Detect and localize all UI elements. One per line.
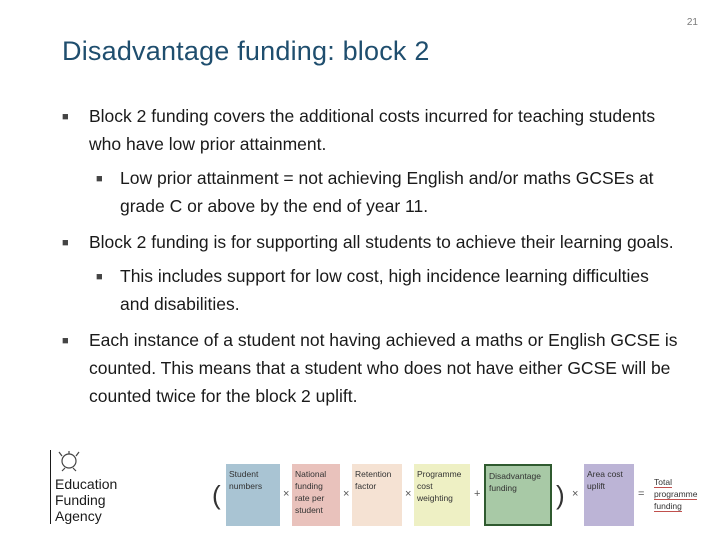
multiply-operator: ×: [343, 488, 350, 500]
formula-result-total-programme-funding: [654, 476, 706, 512]
funding-formula: [210, 462, 710, 534]
sub-bullet-item: [62, 262, 682, 318]
open-paren: (: [212, 480, 221, 510]
multiply-operator: ×: [283, 488, 290, 500]
equals-operator: =: [638, 488, 645, 500]
bullet-marker-icon: ■: [96, 271, 103, 283]
logo-line: Education: [55, 476, 118, 492]
formula-box-disadvantage-funding: Disadvantage funding: [484, 464, 552, 526]
page-number: 21: [686, 17, 698, 28]
bullet-list: [62, 102, 682, 416]
bullet-marker-icon: ■: [62, 335, 69, 347]
bullet-text: This includes support for low cost, high incidence learning difficulties and disabilities.: [120, 266, 649, 314]
bullet-item: [62, 228, 682, 256]
bullet-item: [62, 102, 682, 158]
bullet-marker-icon: ■: [62, 237, 69, 249]
logo-line: Funding: [55, 492, 106, 508]
bullet-marker-icon: ■: [96, 173, 103, 185]
close-paren: ): [556, 480, 565, 510]
formula-box-student-numbers: Student numbers: [226, 464, 280, 526]
logo-line: Agency: [55, 508, 102, 524]
formula-box-national-funding-rate: National funding rate per student: [292, 464, 340, 526]
formula-box-programme-cost-weighting: Programme cost weighting: [414, 464, 470, 526]
formula-box-area-cost-uplift: Area cost uplift: [584, 464, 634, 526]
bullet-text: Block 2 funding covers the additional costs incurred for teaching students who have low prior attainment.: [89, 106, 656, 154]
plus-operator: +: [474, 488, 481, 500]
bullet-text: Each instance of a student not having achieved a maths or English GCSE is counted. This means that a student who does not have either GCSE will be counted twice for the block 2 uplift.: [89, 330, 678, 406]
bullet-text: Block 2 funding is for supporting all students to achieve their learning goals.: [89, 232, 674, 252]
formula-result-text: Total programme funding: [654, 477, 698, 511]
multiply-operator: ×: [572, 488, 579, 500]
education-funding-agency-logo: [50, 450, 140, 530]
formula-box-retention-factor: Retention factor: [352, 464, 402, 526]
multiply-operator: ×: [405, 488, 412, 500]
slide-title: Disadvantage funding: block 2: [62, 36, 430, 66]
sub-bullet-item: [62, 164, 682, 220]
logo-rule: [50, 450, 51, 524]
bullet-marker-icon: ■: [62, 111, 69, 123]
bullet-text: Low prior attainment = not achieving English and/or maths GCSEs at grade C or above by the end of year 11.: [120, 168, 654, 216]
crest-icon: [56, 450, 82, 472]
bullet-item: [62, 326, 682, 410]
